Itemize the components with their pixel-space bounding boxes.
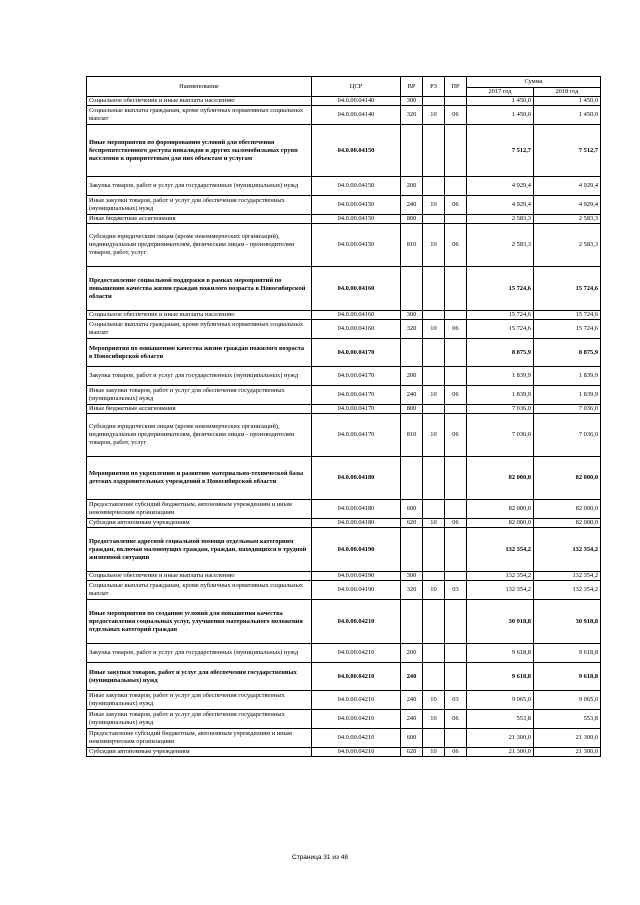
row-vr: 300 [401, 572, 423, 581]
row-csr: 04.0.00.04150 [312, 196, 401, 215]
row-name: Иные мероприятия по формированию условий для обеспечения беспрепятственного доступа инвалидов и других маломобильных групп населения к приоритетным для них объектам и услугам [87, 125, 312, 177]
row-csr: 04.0.00.04140 [312, 106, 401, 125]
row-name: Мероприятия по повышению качества жизни граждан пожилого возраста в Новосибирской области [87, 339, 312, 367]
table-row [87, 320, 601, 339]
row-csr: 04.0.00.04170 [312, 367, 401, 386]
row-sum-2017: 7 036,0 [467, 405, 534, 414]
row-vr: 240 [401, 710, 423, 729]
row-sum-2017: 1 839,9 [467, 386, 534, 405]
row-sum-2018: 7 036,0 [534, 414, 601, 457]
row-vr: 800 [401, 215, 423, 224]
header-sum: Сумма [467, 77, 601, 88]
row-sum-2018: 82 000,0 [534, 457, 601, 500]
table-row [87, 224, 601, 267]
row-pr [445, 367, 467, 386]
row-sum-2017: 9 618,8 [467, 663, 534, 691]
row-name: Иные бюджетные ассигнования [87, 405, 312, 414]
row-sum-2017: 82 000,0 [467, 500, 534, 519]
row-sum-2017: 30 918,8 [467, 600, 534, 644]
row-pr: 06 [445, 710, 467, 729]
row-vr: 810 [401, 224, 423, 267]
row-rz: 10 [423, 519, 445, 528]
row-name: Закупка товаров, работ и услуг для государственных (муниципальных) нужд [87, 644, 312, 663]
row-pr: 06 [445, 386, 467, 405]
row-csr: 04.0.00.04210 [312, 729, 401, 748]
row-sum-2018: 9 065,0 [534, 691, 601, 710]
row-vr: 600 [401, 729, 423, 748]
row-sum-2018: 132 354,2 [534, 581, 601, 600]
row-pr [445, 97, 467, 106]
row-pr [445, 267, 467, 311]
row-pr [445, 500, 467, 519]
row-rz [423, 644, 445, 663]
row-name: Социальные выплаты гражданам, кроме публичных нормативных социальных выплат [87, 320, 312, 339]
row-sum-2018: 21 300,0 [534, 748, 601, 757]
row-sum-2017: 7 036,0 [467, 414, 534, 457]
row-name: Иные закупки товаров, работ и услуг для обеспечения государственных (муниципальных) нужд [87, 663, 312, 691]
row-sum-2018: 7 036,0 [534, 405, 601, 414]
row-rz: 10 [423, 710, 445, 729]
row-name: Иные бюджетные ассигнования [87, 215, 312, 224]
row-csr: 04.0.00.04150 [312, 215, 401, 224]
table-row [87, 519, 601, 528]
row-name: Субсидии юридическим лицам (кроме некоммерческих организаций), индивидуальным предпринимателям, физическим лицам - производителям товаров, работ, услуг [87, 224, 312, 267]
row-sum-2017: 2 583,3 [467, 224, 534, 267]
row-pr [445, 339, 467, 367]
row-vr: 810 [401, 414, 423, 457]
row-csr: 04.0.00.04210 [312, 691, 401, 710]
row-sum-2017: 15 724,6 [467, 267, 534, 311]
row-name: Предоставление субсидий бюджетным, автономным учреждениям и иным некоммерческим организациям [87, 500, 312, 519]
table-row [87, 572, 601, 581]
row-rz: 10 [423, 320, 445, 339]
row-rz [423, 600, 445, 644]
row-csr: 04.0.00.04170 [312, 414, 401, 457]
row-sum-2017: 2 583,3 [467, 215, 534, 224]
row-vr [401, 267, 423, 311]
row-sum-2018: 4 929,4 [534, 196, 601, 215]
row-csr: 04.0.00.04210 [312, 600, 401, 644]
header-rz: РЗ [423, 77, 445, 97]
row-vr: 620 [401, 519, 423, 528]
row-csr: 04.0.00.04150 [312, 125, 401, 177]
row-sum-2018: 1 839,9 [534, 386, 601, 405]
row-rz [423, 500, 445, 519]
row-sum-2017: 132 354,2 [467, 572, 534, 581]
row-name: Социальное обеспечение и иные выплаты населению [87, 572, 312, 581]
row-sum-2017: 21 300,0 [467, 729, 534, 748]
row-vr [401, 457, 423, 500]
page-number: Страница 31 из 48 [292, 854, 348, 861]
row-sum-2018: 2 583,3 [534, 224, 601, 267]
row-rz [423, 311, 445, 320]
row-sum-2018: 2 583,3 [534, 215, 601, 224]
row-vr: 300 [401, 311, 423, 320]
table-row [87, 500, 601, 519]
row-vr: 240 [401, 386, 423, 405]
row-csr: 04.0.00.04190 [312, 528, 401, 572]
row-rz: 10 [423, 581, 445, 600]
row-pr [445, 663, 467, 691]
row-csr: 04.0.00.04210 [312, 748, 401, 757]
row-name: Иные мероприятия по созданию условий для повышения качества предоставления социальных услуг, улучшения материального положения отдельных категорий граждан [87, 600, 312, 644]
row-name: Предоставление социальной поддержки в рамках мероприятий по повышению качества жизни граждан пожилого возраста в Новосибирской области [87, 267, 312, 311]
row-sum-2017: 82 000,0 [467, 457, 534, 500]
row-sum-2018: 15 724,6 [534, 320, 601, 339]
row-name: Иные закупки товаров, работ и услуг для обеспечения государственных (муниципальных) нужд [87, 691, 312, 710]
row-csr: 04.0.00.04160 [312, 311, 401, 320]
row-sum-2018: 9 618,8 [534, 644, 601, 663]
row-sum-2018: 7 512,7 [534, 125, 601, 177]
table-row [87, 663, 601, 691]
row-csr: 04.0.00.04190 [312, 572, 401, 581]
row-sum-2018: 15 724,6 [534, 267, 601, 311]
row-pr: 03 [445, 581, 467, 600]
row-vr: 600 [401, 500, 423, 519]
row-vr [401, 125, 423, 177]
table-row [87, 600, 601, 644]
row-sum-2018: 553,8 [534, 710, 601, 729]
row-vr: 800 [401, 405, 423, 414]
row-rz: 10 [423, 106, 445, 125]
row-pr [445, 572, 467, 581]
row-pr [445, 528, 467, 572]
row-name: Социальное обеспечение и иные выплаты населению [87, 311, 312, 320]
row-name: Субсидии юридическим лицам (кроме некоммерческих организаций), индивидуальным предпринимателям, физическим лицам - производителям товаров, работ, услуг [87, 414, 312, 457]
table-row [87, 125, 601, 177]
row-pr: 06 [445, 519, 467, 528]
table-row [87, 528, 601, 572]
row-sum-2017: 15 724,6 [467, 320, 534, 339]
row-rz [423, 572, 445, 581]
header-csr: ЦСР [312, 77, 401, 97]
row-name: Иные закупки товаров, работ и услуг для обеспечения государственных (муниципальных) нужд [87, 196, 312, 215]
row-sum-2017: 7 512,7 [467, 125, 534, 177]
row-name: Социальные выплаты гражданам, кроме публичных нормативных социальных выплат [87, 106, 312, 125]
row-rz [423, 215, 445, 224]
row-rz [423, 339, 445, 367]
row-pr: 06 [445, 414, 467, 457]
row-name: Иные закупки товаров, работ и услуг для обеспечения государственных (муниципальных) нужд [87, 710, 312, 729]
row-sum-2017: 8 875,9 [467, 339, 534, 367]
row-pr: 06 [445, 196, 467, 215]
table-row [87, 414, 601, 457]
row-vr [401, 600, 423, 644]
row-rz [423, 125, 445, 177]
row-sum-2017: 82 000,0 [467, 519, 534, 528]
header-year-2018: 2018 год [534, 88, 601, 97]
row-sum-2018: 21 300,0 [534, 729, 601, 748]
row-pr [445, 125, 467, 177]
row-csr: 04.0.00.04180 [312, 500, 401, 519]
row-csr: 04.0.00.04180 [312, 519, 401, 528]
row-sum-2017: 21 300,0 [467, 748, 534, 757]
table-row [87, 267, 601, 311]
row-pr [445, 729, 467, 748]
table-row [87, 339, 601, 367]
table-row [87, 215, 601, 224]
table-row [87, 386, 601, 405]
row-sum-2017: 15 724,6 [467, 311, 534, 320]
table-row [87, 457, 601, 500]
row-vr: 240 [401, 196, 423, 215]
row-sum-2018: 30 918,8 [534, 600, 601, 644]
row-sum-2017: 553,8 [467, 710, 534, 729]
row-pr: 06 [445, 224, 467, 267]
row-csr: 04.0.00.04170 [312, 339, 401, 367]
row-pr: 06 [445, 320, 467, 339]
row-rz [423, 457, 445, 500]
row-vr: 240 [401, 691, 423, 710]
row-pr [445, 644, 467, 663]
row-vr: 320 [401, 106, 423, 125]
row-sum-2017: 4 929,4 [467, 177, 534, 196]
row-pr [445, 405, 467, 414]
row-pr [445, 600, 467, 644]
row-sum-2017: 9 065,0 [467, 691, 534, 710]
row-pr: 03 [445, 691, 467, 710]
table-body [87, 97, 601, 757]
table-row [87, 177, 601, 196]
table-row [87, 106, 601, 125]
row-rz: 10 [423, 691, 445, 710]
row-pr [445, 215, 467, 224]
row-rz [423, 663, 445, 691]
table-row [87, 97, 601, 106]
table-row [87, 644, 601, 663]
row-csr: 04.0.00.04170 [312, 386, 401, 405]
header-vr: ВР [401, 77, 423, 97]
row-vr: 200 [401, 177, 423, 196]
row-sum-2017: 4 929,4 [467, 196, 534, 215]
row-csr: 04.0.00.04150 [312, 224, 401, 267]
row-sum-2018: 132 354,2 [534, 572, 601, 581]
row-csr: 04.0.00.04210 [312, 644, 401, 663]
row-name: Закупка товаров, работ и услуг для государственных (муниципальных) нужд [87, 177, 312, 196]
row-rz: 10 [423, 748, 445, 757]
header-year-2017: 2017 год [467, 88, 534, 97]
row-sum-2018: 9 618,8 [534, 663, 601, 691]
budget-table [86, 76, 601, 757]
table-row [87, 405, 601, 414]
row-rz [423, 729, 445, 748]
row-csr: 04.0.00.04190 [312, 581, 401, 600]
row-vr: 320 [401, 320, 423, 339]
row-csr: 04.0.00.04170 [312, 405, 401, 414]
row-sum-2018: 8 875,9 [534, 339, 601, 367]
row-vr: 620 [401, 748, 423, 757]
row-rz [423, 97, 445, 106]
row-name: Предоставление адресной социальной помощи отдельным категориям граждан, включая малоимущих граждан, граждан, находящихся в трудной жизненной ситуации [87, 528, 312, 572]
row-sum-2018: 15 724,6 [534, 311, 601, 320]
row-vr: 200 [401, 644, 423, 663]
row-rz [423, 367, 445, 386]
row-name: Иные закупки товаров, работ и услуг для обеспечения государственных (муниципальных) нужд [87, 386, 312, 405]
row-pr [445, 177, 467, 196]
row-pr: 06 [445, 748, 467, 757]
table-row [87, 729, 601, 748]
row-vr: 320 [401, 581, 423, 600]
row-sum-2017: 1 450,0 [467, 106, 534, 125]
table-row [87, 748, 601, 757]
row-csr: 04.0.00.04150 [312, 177, 401, 196]
table-row [87, 196, 601, 215]
row-rz: 10 [423, 414, 445, 457]
row-name: Субсидии автономным учреждениям [87, 748, 312, 757]
row-sum-2018: 1 450,0 [534, 97, 601, 106]
row-rz [423, 267, 445, 311]
row-name: Мероприятия по укреплению и развитию материально-технической базы детских оздоровительных учреждений в Новосибирской области [87, 457, 312, 500]
row-name: Субсидии автономным учреждениям [87, 519, 312, 528]
table-row [87, 581, 601, 600]
header-name: Наименование [87, 77, 312, 97]
row-sum-2018: 4 929,4 [534, 177, 601, 196]
row-sum-2017: 9 618,8 [467, 644, 534, 663]
row-name: Предоставление субсидий бюджетным, автономным учреждениям и иным некоммерческим организациям [87, 729, 312, 748]
row-sum-2018: 132 354,2 [534, 528, 601, 572]
row-sum-2018: 1 839,9 [534, 367, 601, 386]
row-csr: 04.0.00.04210 [312, 710, 401, 729]
table-row [87, 710, 601, 729]
row-rz: 10 [423, 224, 445, 267]
row-sum-2018: 82 000,0 [534, 519, 601, 528]
row-rz [423, 528, 445, 572]
header-pr: ПР [445, 77, 467, 97]
row-name: Закупка товаров, работ и услуг для государственных (муниципальных) нужд [87, 367, 312, 386]
row-rz [423, 177, 445, 196]
table-row [87, 367, 601, 386]
row-sum-2017: 1 450,0 [467, 97, 534, 106]
row-csr: 04.0.00.04140 [312, 97, 401, 106]
row-pr: 06 [445, 106, 467, 125]
row-sum-2017: 132 354,2 [467, 581, 534, 600]
row-vr: 300 [401, 97, 423, 106]
table-row [87, 691, 601, 710]
row-sum-2017: 132 354,2 [467, 528, 534, 572]
row-sum-2018: 82 000,0 [534, 500, 601, 519]
row-csr: 04.0.00.04210 [312, 663, 401, 691]
row-vr: 240 [401, 663, 423, 691]
row-name: Социальное обеспечение и иные выплаты населению [87, 97, 312, 106]
row-sum-2017: 1 839,9 [467, 367, 534, 386]
row-rz: 10 [423, 386, 445, 405]
row-sum-2018: 1 450,0 [534, 106, 601, 125]
row-pr [445, 457, 467, 500]
row-name: Социальные выплаты гражданам, кроме публичных нормативных социальных выплат [87, 581, 312, 600]
table-row [87, 311, 601, 320]
row-csr: 04.0.00.04160 [312, 320, 401, 339]
row-pr [445, 311, 467, 320]
row-csr: 04.0.00.04180 [312, 457, 401, 500]
row-vr: 200 [401, 367, 423, 386]
row-rz [423, 405, 445, 414]
row-rz: 10 [423, 196, 445, 215]
row-csr: 04.0.00.04160 [312, 267, 401, 311]
row-vr [401, 528, 423, 572]
row-vr [401, 339, 423, 367]
